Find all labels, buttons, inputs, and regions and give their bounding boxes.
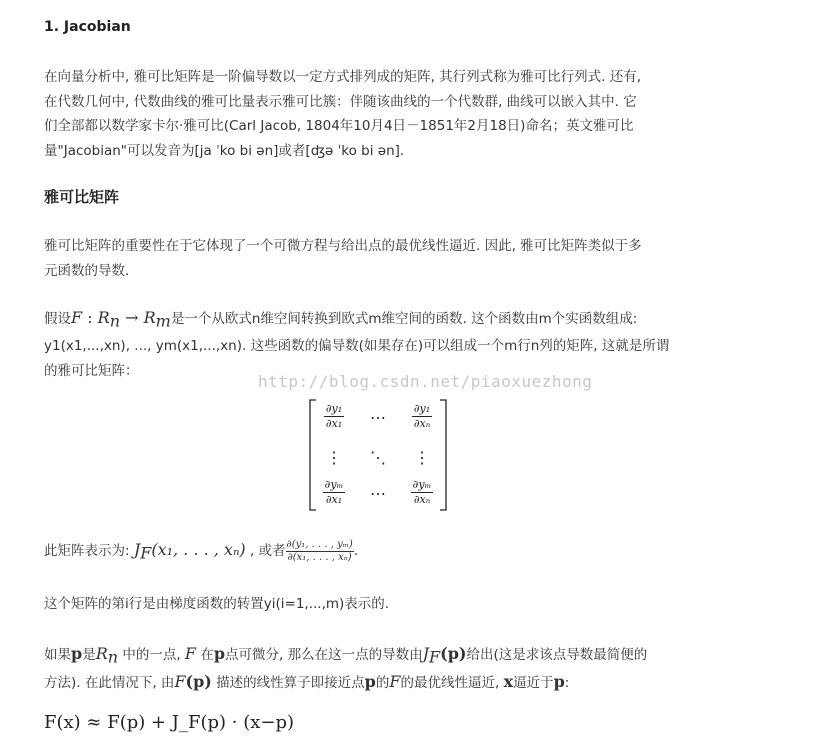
importance-line-2: 元函数的导数. (44, 262, 130, 279)
matrix-ddots: ⋱ (370, 448, 386, 467)
math-args: (x₁, . . . , xₙ) (151, 540, 246, 559)
matrix-cell-top-left: $\frac{\text{∂y₁}}{\text{∂x₁}}$ (325, 402, 343, 430)
matrix-cell-top-right: $\frac{\text{∂y₁}}{\text{∂xₙ}}$ (413, 402, 431, 430)
approximation-formula: F(x) ≈ F(p) + J_F(p) · (x−p) (44, 712, 295, 733)
math-p4: p (553, 672, 565, 692)
ifp-line2d: 的最优线性逼近, (400, 675, 504, 692)
represent-pre: 此矩阵表示为: (44, 543, 134, 559)
math-R: R (97, 308, 110, 327)
math-F: F (71, 308, 83, 327)
math-F3-arg: (p) (185, 672, 212, 692)
ifp-line2e: 逼近于 (513, 675, 554, 692)
intro-line-1: 在向量分析中, 雅可比矩阵是一阶偏导数以一定方式排列成的矩阵, 其行列式称为雅可比行列式. 还有, (44, 69, 642, 85)
ifp-is: 是 (82, 647, 96, 663)
matrix-hdots-bottom: ⋯ (370, 484, 386, 503)
partial-fraction: $\frac{\text{∂(y₁, . . . , yₘ)}}{\text{∂(x₁, . . . , xₙ)}}$ (286, 538, 353, 563)
ifp-paragraph (44, 642, 714, 696)
ifp-t4: 给出(这是求该点导数最简便的 (466, 647, 648, 663)
ifp-line2a: 方法). 在此情况下, 由 (44, 675, 175, 692)
suppose-post: 是一个从欧式n维空间转换到欧式m维空间的函数. 这个函数由m个实函数组成: (170, 311, 638, 327)
intro-paragraph (44, 65, 714, 163)
row-paragraph: 这个矩阵的第i行是由梯度函数的转置yi(i=1,...,m)表示的. (44, 596, 390, 612)
matrix-cell-bottom-left: $\frac{\text{∂yₘ}}{\text{∂x₁}}$ (324, 478, 344, 506)
represent-mid: , 或者 (245, 543, 286, 559)
math-Rn: R (95, 644, 108, 663)
ifp-t2: 在 (196, 647, 214, 663)
suppose-pre: 假设 (44, 311, 71, 327)
intro-line-4: 量"Jacobian"可以发音为[ja ˈko bi ən]或者[ʤə ˈko bi ən]. (44, 142, 405, 159)
importance-paragraph (44, 234, 714, 283)
math-colon: : (82, 308, 98, 327)
suppose-line-3: 的雅可比矩阵： (44, 362, 139, 379)
math-sub-n: n (109, 311, 121, 331)
ifp-line2b: 描述的线性算子即接近点 (211, 675, 365, 692)
math-p3: p (364, 672, 376, 692)
math-Rn-sub: n (107, 647, 119, 667)
ifp-line2c: 的 (375, 675, 390, 692)
ifp-t3: 点可微分, 那么在这一点的导数由 (225, 647, 423, 663)
math-F3: F (174, 672, 186, 692)
matrix-vdots-left: ⋮ (326, 448, 342, 467)
math-R2: R (143, 308, 156, 327)
math-J2-sub: F (429, 647, 441, 667)
intro-line-2: 在代数几何中, 代数曲线的雅可比量表示雅可比簇：伴随该曲线的一个代数群, 曲线可以嵌入其中. 它 (44, 93, 637, 110)
math-arrow: → (120, 308, 144, 327)
math-x: x (503, 672, 514, 692)
subsection-title: 雅可比矩阵 (44, 188, 120, 206)
matrix-cell-bottom-right: $\frac{\text{∂yₘ}}{\text{∂xₙ}}$ (412, 478, 432, 506)
matrix-hdots-top: ⋯ (370, 408, 386, 427)
math-sub-m: m (155, 311, 171, 331)
math-p: p (71, 644, 83, 663)
matrix-vdots-right: ⋮ (414, 448, 430, 467)
suppose-line-2: y1(x1,...,xn), ..., ym(x1,...,xn). 这些函数的偏导数(如果存在)可以组成一个m行n列的矩阵, 这就是所谓 (44, 338, 670, 355)
represent-paragraph (44, 538, 714, 566)
represent-end: . (353, 543, 359, 559)
ifp-line2f: : (564, 675, 570, 692)
math-F4: F (389, 672, 401, 692)
math-J2: J (422, 644, 430, 663)
ifp-pre: 如果 (44, 647, 71, 663)
jacobian-matrix (308, 398, 448, 512)
math-p2: p (213, 644, 226, 663)
importance-line-1: 雅可比矩阵的重要性在于它体现了一个可微方程与给出点的最优线性逼近. 因此, 雅可比矩阵类似于多 (44, 238, 642, 254)
math-F2: F (184, 644, 197, 663)
math-J: J (133, 540, 141, 559)
math-J-sub: F (140, 543, 152, 563)
watermark: http://blog.csdn.net/piaoxuezhong (258, 372, 593, 391)
ifp-t1: 中的一点, (118, 647, 185, 663)
intro-line-3: 们全部都以数学家卡尔·雅可比(Carl Jacob, 1804年10月4日－1851年2月18日)命名；英文雅可比 (44, 118, 634, 134)
section-heading: 1. Jacobian (44, 19, 131, 35)
math-J2-arg: (p) (440, 644, 467, 663)
